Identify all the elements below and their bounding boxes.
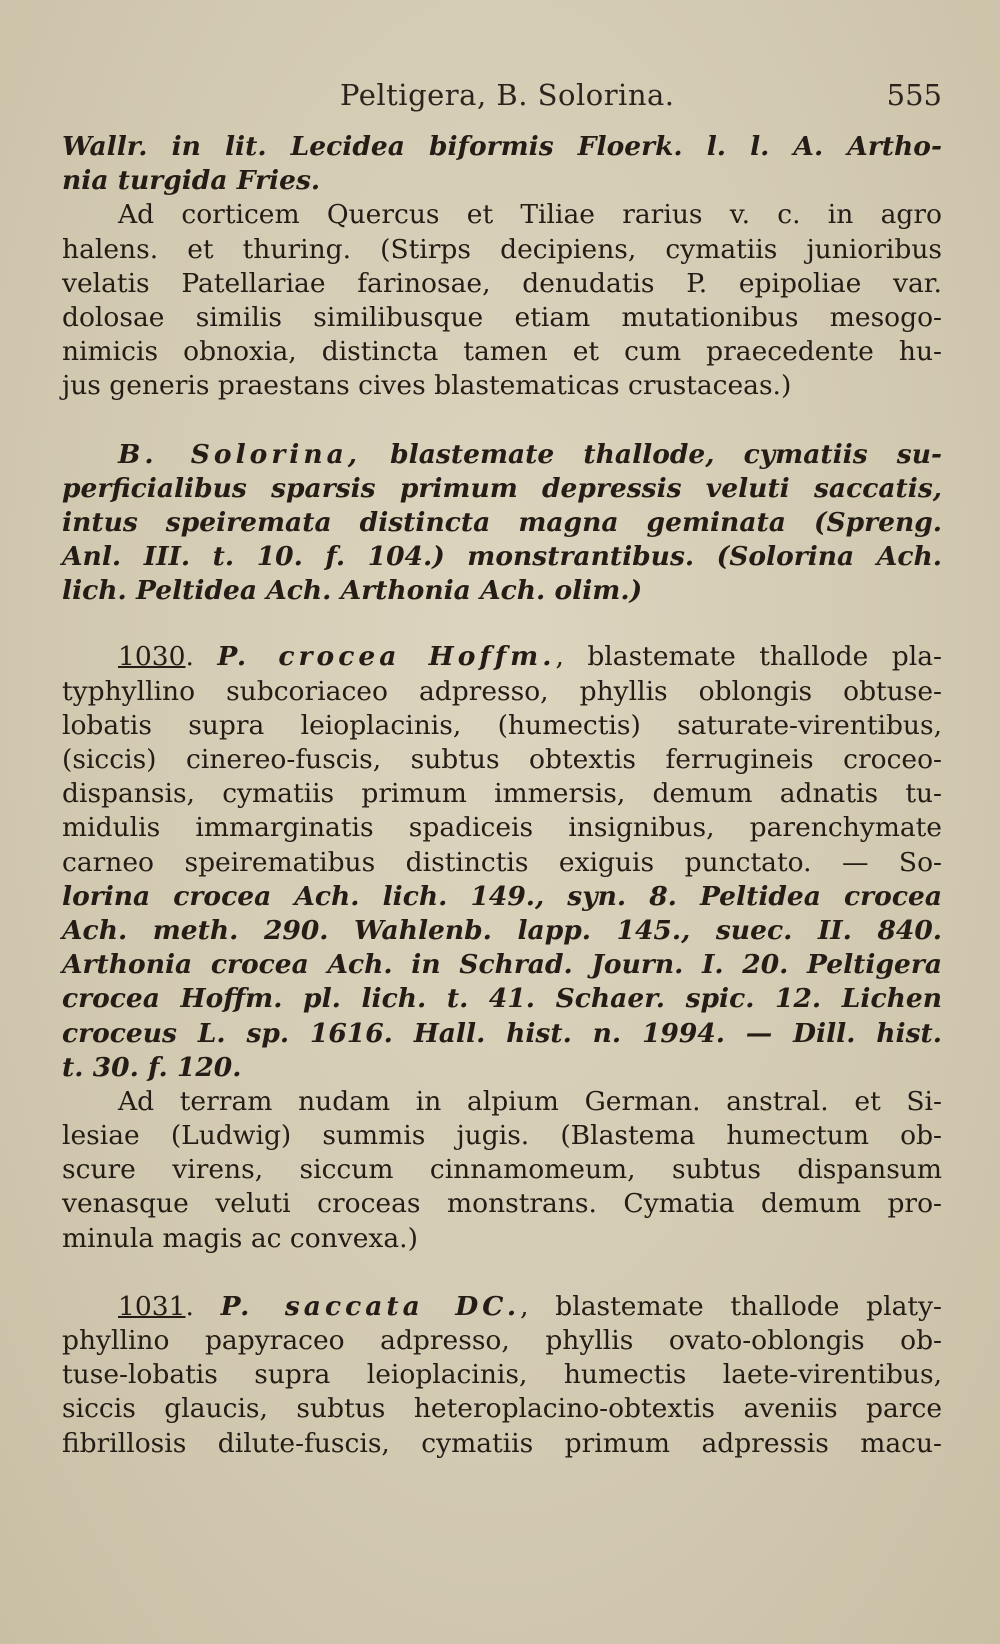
page-number: 555 — [886, 78, 942, 112]
entry-1031 — [62, 1290, 942, 1461]
synonymy-line: croceus L. sp. 1616. Hall. hist. n. 1994. — Dill. hist. — [62, 1017, 942, 1049]
body-text — [62, 130, 942, 1461]
entry-1030 — [62, 640, 942, 1084]
text-line: dispansis, cymatiis primum immersis, demum adnatis tu- — [62, 778, 942, 810]
text-line: Ad corticem Quercus et Tiliae rarius v. c. in agro — [118, 199, 942, 231]
synonymy-line: lorina crocea Ach. lich. 149., syn. 8. Peltidea crocea — [62, 880, 942, 912]
text-line: (siccis) cinereo-fuscis, subtus obtextis ferrugineis croceo- — [62, 744, 942, 775]
text-line: scure virens, siccum cinnamomeum, subtus dispansum — [62, 1154, 942, 1186]
text-line: fibrillosis dilute-fuscis, cymatiis primum adpressis macu- — [62, 1427, 942, 1459]
species-name: P. crocea Hoffm. — [217, 641, 556, 673]
text-line: jus generis praestans cives blastematicas crustaceas.) — [62, 370, 792, 402]
synonymy-line: t. 30. f. 120. — [62, 1051, 242, 1083]
text-line: phyllino papyraceo adpresso, phyllis ovato-oblongis ob- — [62, 1325, 942, 1356]
entry-number: 1030 — [118, 641, 186, 673]
text-line: nia turgida Fries. — [62, 165, 321, 197]
section-b-solorina — [62, 438, 942, 609]
paragraph-habitat-2 — [62, 1085, 942, 1256]
text-line: carneo speirematibus distinctis exiguis punctato. — So- — [62, 846, 942, 878]
running-header — [62, 78, 942, 122]
synonymy-line: Arthonia crocea Ach. in Schrad. Journ. I. 20. Peltigera — [62, 949, 942, 981]
synonymy-line: crocea Hoffm. pl. lich. t. 41. Schaer. spic. 12. Lichen — [62, 983, 942, 1015]
text-line: venasque veluti croceas monstrans. Cymatia demum pro- — [62, 1188, 942, 1220]
text-line: velatis Patellariae farinosae, denudatis P. epipoliae var. — [62, 267, 942, 299]
species-name: P. saccata DC. — [220, 1290, 521, 1322]
text-line: midulis immarginatis spadiceis insignibus, parenchymate — [62, 812, 942, 844]
text-line: halens. et thuring. (Stirps decipiens, cymatiis junioribus — [62, 233, 942, 265]
text-line: dolosae similis similibusque etiam mutationibus mesogo- — [62, 301, 942, 333]
section-heading: B. Solorina, blastemate thallode, cymatiis su- — [118, 438, 942, 470]
text-line: lobatis supra leioplacinis, (humectis) saturate-virentibus, — [62, 709, 942, 741]
entry-heading: 1031. P. saccata DC., blastemate thallode platy- — [118, 1290, 942, 1322]
entry-number: 1031 — [118, 1290, 186, 1322]
text-line: Ad terram nudam in alpium German. anstral. et Si- — [118, 1085, 942, 1117]
text-line: perficialibus sparsis primum depressis veluti saccatis, — [62, 472, 942, 504]
text-line: typhyllino subcoriaceo adpresso, phyllis oblongis obtuse- — [62, 675, 942, 707]
text-line: Anl. III. t. 10. f. 104.) monstrantibus. (Solorina Ach. — [62, 541, 942, 573]
entry-heading: 1030. P. crocea Hoffm., blastemate thallode pla- — [118, 641, 942, 673]
text-line: tuse-lobatis supra leioplacinis, humectis laete-virentibus, — [62, 1359, 942, 1391]
text-line: siccis glaucis, subtus heteroplacino-obtextis aveniis parce — [62, 1393, 942, 1425]
text-line: Wallr. in lit. Lecidea biformis Floerk. l. l. A. Artho- — [62, 131, 942, 162]
header-title: Peltigera, B. Solorina. — [340, 78, 675, 112]
text-line: minula magis ac convexa.) — [62, 1222, 418, 1254]
text-line: lich. Peltidea Ach. Arthonia Ach. olim.) — [62, 575, 643, 607]
paragraph-habitat-1 — [62, 198, 942, 403]
text-line: lesiae (Ludwig) summis jugis. (Blastema humectum ob- — [62, 1120, 942, 1152]
text-line: intus speiremata distincta magna geminata (Spreng. — [62, 506, 942, 538]
synonymy-line: Ach. meth. 290. Wahlenb. lapp. 145., suec. II. 840. — [62, 914, 942, 946]
text-line: nimicis obnoxia, distincta tamen et cum praecedente hu- — [62, 336, 942, 368]
